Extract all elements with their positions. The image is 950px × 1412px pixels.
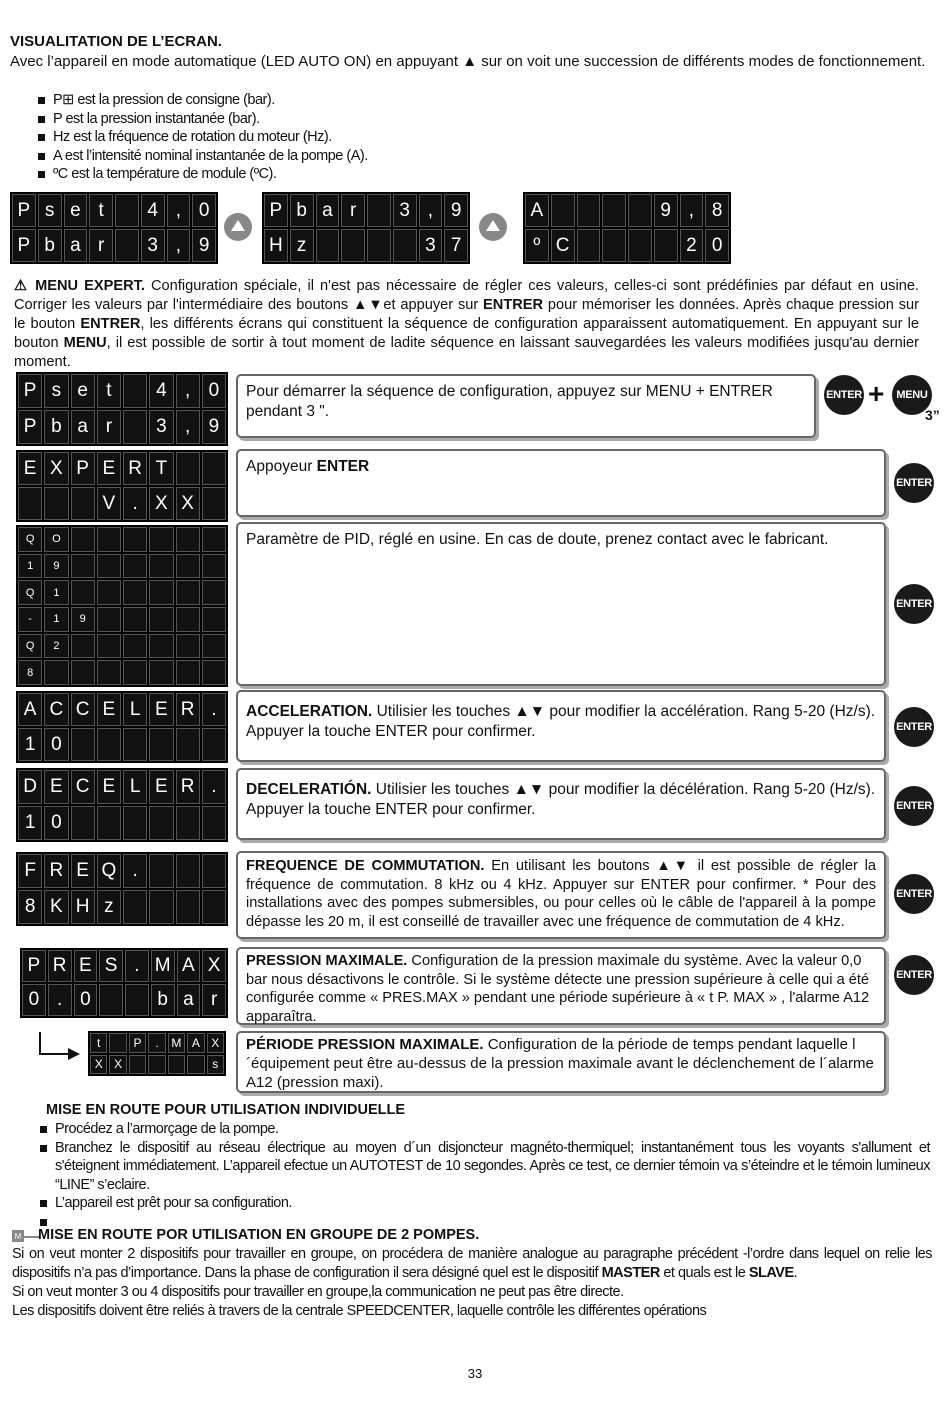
lcd-cell: .: [123, 854, 147, 888]
lcd-cell: E: [74, 950, 98, 982]
lcd-cell: 4: [149, 374, 173, 408]
lcd-cell: [97, 660, 121, 685]
lcd-cell: ,: [176, 374, 200, 408]
list-item: P⊞ est la pression de consigne (bar).: [38, 91, 368, 110]
list-item: A est l’intensité nominal instantanée de la pompe (A).: [38, 147, 368, 166]
lcd-cell: V: [97, 487, 121, 520]
lcd-cell: t: [90, 1033, 107, 1053]
hold-duration: 3”: [925, 407, 940, 423]
lcd-cell: [125, 984, 149, 1016]
lcd-cell: b: [44, 410, 68, 444]
lcd-cell: [71, 806, 95, 840]
lcd-cell: 8: [18, 890, 42, 924]
lcd-cell: E: [97, 693, 121, 726]
individual-list: [40, 1120, 930, 1231]
lcd-cell: e: [64, 194, 88, 227]
lcd-cell: 9: [202, 410, 226, 444]
lcd-cell: P: [22, 950, 46, 982]
group-paragraph: Si on veut monter 2 dispositifs pour travailler en groupe, on procédera de manière analogue au paragraphe précédent -l’ordre dans lequel on relie les dispositifs n’a pas d’importance. Dans la phase de configuration il sera désigné quel est le dispositif MASTER et quals est le SLAVE.: [12, 1246, 932, 1281]
lcd-cell: b: [290, 194, 314, 227]
arrow-connector-icon: [34, 1032, 84, 1064]
lcd-cell: [123, 806, 147, 840]
enter-button[interactable]: ENTER: [894, 786, 934, 826]
lcd-cell: [628, 229, 652, 262]
manual-icon: M: [12, 1230, 24, 1242]
lcd-cell: [148, 1055, 165, 1075]
lcd-cell: .: [48, 984, 72, 1016]
lcd-cell: [316, 229, 340, 262]
lcd-cell: [202, 607, 226, 632]
lcd-cell: ,: [167, 194, 191, 227]
list-item: ºC est la température de module (ºC).: [38, 165, 368, 184]
lcd-cell: E: [18, 452, 42, 485]
lcd-cell: [123, 580, 147, 605]
group-line: Les dispositifs doivent être reliés à travers de la centrale SPEEDCENTER, laquelle contrôle les différentes opérations: [12, 1303, 707, 1319]
lcd-cell: 1: [44, 580, 68, 605]
lcd-cell: X: [90, 1055, 107, 1075]
lcd-cell: [44, 487, 68, 520]
lcd-cell: z: [290, 229, 314, 262]
step-start-box: Pour démarrer la séquence de configuration, appuyez sur MENU + ENTRER pendant 3 ".: [236, 374, 816, 438]
lcd-cell: M: [168, 1033, 185, 1053]
lcd-cell: [149, 854, 173, 888]
lcd-step-pressure-period: [88, 1031, 226, 1076]
lcd-cell: [123, 607, 147, 632]
lcd-cell: [202, 487, 226, 520]
lcd-cell: [149, 634, 173, 659]
lcd-cell: [97, 580, 121, 605]
lcd-cell: P: [18, 410, 42, 444]
lcd-cell: A: [187, 1033, 204, 1053]
lcd-cell: 0: [74, 984, 98, 1016]
lcd-cell: [97, 607, 121, 632]
lcd-cell: [18, 487, 42, 520]
menu-button[interactable]: MENU: [892, 375, 932, 415]
lcd-cell: H: [264, 229, 288, 262]
lcd-cell: Q: [18, 634, 42, 659]
lcd-cell: C: [44, 693, 68, 726]
lcd-cell: P: [264, 194, 288, 227]
lcd-cell: 9: [654, 194, 678, 227]
lcd-cell: e: [71, 374, 95, 408]
lcd-step-expert: [16, 450, 228, 522]
lcd-cell: X: [207, 1033, 224, 1053]
lcd-cell: [176, 527, 200, 552]
lcd-cell: [71, 554, 95, 579]
lcd-cell: [176, 554, 200, 579]
lcd-cell: [123, 410, 147, 444]
step-acceleration-box: ACCELERATION. Utilisier les touches ▲▼ pour modifier la accélération. Rang 5-20 (Hz/s). Appuyer la touche ENTER pour confirmer.: [236, 690, 886, 762]
lcd-cell: 3: [141, 229, 165, 262]
lcd-cell: P: [12, 194, 36, 227]
lcd-cell: s: [38, 194, 62, 227]
lcd-cell: [168, 1055, 185, 1075]
lcd-cell: [149, 728, 173, 761]
lcd-cell: [367, 229, 391, 262]
lcd-cell: 9: [44, 554, 68, 579]
lcd-cell: [202, 890, 226, 924]
lcd-cell: [123, 634, 147, 659]
lcd-cell: a: [177, 984, 201, 1016]
lcd-cell: .: [202, 693, 226, 726]
lcd-cell: P: [18, 374, 42, 408]
lcd-step-pressure-max: [20, 948, 228, 1018]
list-item: Procédez a l’armorçage de la pompe.: [40, 1120, 930, 1139]
section-title: VISUALITATION DE L’ECRAN.: [10, 33, 222, 50]
group-title: MISE EN ROUTE POR UTILISATION EN GROUPE DE 2 POMPES.: [38, 1227, 480, 1243]
lcd-cell: [99, 984, 123, 1016]
lcd-cell: R: [176, 770, 200, 804]
lcd-cell: C: [71, 693, 95, 726]
lcd-cell: 8: [18, 660, 42, 685]
lcd-cell: R: [44, 854, 68, 888]
lcd-cell: 7: [444, 229, 468, 262]
lcd-cell: [123, 554, 147, 579]
lcd-cell: [202, 854, 226, 888]
lcd-cell: [97, 527, 121, 552]
lcd-step-pid: [16, 525, 228, 687]
lcd-cell: a: [316, 194, 340, 227]
lcd-cell: L: [123, 693, 147, 726]
lcd-step-acceleration: [16, 691, 228, 763]
lcd-step-frequency: [16, 852, 228, 926]
lcd-cell: r: [341, 194, 365, 227]
lcd-display-pbar: [262, 192, 470, 264]
lcd-cell: Q: [18, 580, 42, 605]
lcd-cell: [123, 660, 147, 685]
lcd-cell: .: [202, 770, 226, 804]
lcd-cell: [202, 728, 226, 761]
lcd-cell: [602, 194, 626, 227]
lcd-cell: [149, 890, 173, 924]
lcd-cell: E: [149, 770, 173, 804]
lcd-cell: [115, 229, 139, 262]
lcd-cell: [123, 728, 147, 761]
step-pressure-max-box: PRESSION MAXIMALE. Configuration de la pression maximale du système. Avec la valeur 0,0 bar nous désactivons le contrôle. Si le système détecte une pression supérieure à celle qui a été configurée comme « PRES.MAX » pendant une période supérieure à « t P. MAX » , l'alarme A12 apparaîtra.: [236, 947, 886, 1025]
lcd-cell: z: [97, 890, 121, 924]
lcd-cell: 4: [141, 194, 165, 227]
lcd-cell: a: [71, 410, 95, 444]
enter-button[interactable]: ENTER: [824, 375, 864, 415]
lcd-cell: t: [97, 374, 121, 408]
lcd-cell: [129, 1055, 146, 1075]
lcd-cell: P: [12, 229, 36, 262]
lcd-cell: P: [71, 452, 95, 485]
lcd-cell: [176, 452, 200, 485]
lcd-cell: r: [202, 984, 226, 1016]
lcd-cell: [187, 1055, 204, 1075]
lcd-cell: ,: [176, 410, 200, 444]
lcd-cell: -: [18, 607, 42, 632]
lcd-cell: E: [97, 770, 121, 804]
lcd-cell: [149, 660, 173, 685]
lcd-cell: [149, 527, 173, 552]
lcd-cell: [654, 229, 678, 262]
lcd-cell: X: [109, 1055, 126, 1075]
lcd-cell: T: [149, 452, 173, 485]
lcd-cell: X: [202, 950, 226, 982]
lcd-cell: R: [48, 950, 72, 982]
lcd-cell: b: [38, 229, 62, 262]
lcd-cell: L: [123, 770, 147, 804]
lcd-cell: r: [89, 229, 113, 262]
lcd-cell: .: [123, 487, 147, 520]
mode-list: [38, 91, 368, 184]
list-item: L’appareil est prêt pour sa configuration.: [40, 1194, 930, 1213]
lcd-step-deceleration: [16, 768, 228, 842]
lcd-cell: 0: [192, 194, 216, 227]
lcd-display-pset: [10, 192, 218, 264]
lcd-cell: F: [18, 854, 42, 888]
lcd-cell: [176, 580, 200, 605]
lcd-cell: [71, 728, 95, 761]
lcd-cell: Q: [18, 527, 42, 552]
lcd-cell: [97, 554, 121, 579]
lcd-cell: [367, 194, 391, 227]
lcd-cell: 9: [444, 194, 468, 227]
intro-text: Avec l’appareil en mode automatique (LED AUTO ON) en appuyant ▲ sur on voit une succession de différents modes de fonctionnement.: [10, 53, 926, 70]
lcd-cell: 0: [44, 806, 68, 840]
group-line: Si on veut monter 3 ou 4 dispositifs pour travailler en groupe,la communication ne peut pas être directe.: [12, 1284, 624, 1300]
individual-title: MISE EN ROUTE POUR UTILISATION INDIVIDUELLE: [46, 1102, 406, 1118]
enter-button[interactable]: ENTER: [894, 955, 934, 995]
lcd-cell: [202, 634, 226, 659]
lcd-cell: R: [176, 693, 200, 726]
lcd-cell: E: [97, 452, 121, 485]
lcd-cell: [115, 194, 139, 227]
lcd-cell: 9: [71, 607, 95, 632]
lcd-cell: [176, 890, 200, 924]
lcd-cell: [176, 634, 200, 659]
lcd-cell: [202, 806, 226, 840]
list-item: Branchez le dispositif au réseau électrique au moyen d´un disjoncteur magnéto-thermiquel; instantanément tous les voyants s'allument et s'éteignent immédiatement. L’appareil efectue un AUTOTEST de 10 segondes. Après ce test, ce dernier témoin va s’éteindre et le témoin lumineux “LINE” s’eclaire.: [40, 1139, 930, 1195]
lcd-cell: [176, 607, 200, 632]
page-number: 33: [467, 1366, 483, 1381]
step-deceleration-box: DECELERATIÓN. Utilisier les touches ▲▼ pour modifier la décélération. Rang 5-20 (Hz/s). Appuyer la touche ENTER pour confirmer.: [236, 768, 886, 840]
enter-button[interactable]: ENTER: [894, 463, 934, 503]
lcd-cell: [149, 554, 173, 579]
lcd-cell: [71, 527, 95, 552]
lcd-cell: [109, 1033, 126, 1053]
step-pid-box: Paramètre de PID, réglé en usine. En cas de doute, prenez contact avec le fabricant.: [236, 522, 886, 686]
lcd-cell: 2: [44, 634, 68, 659]
lcd-cell: º: [525, 229, 549, 262]
lcd-cell: .: [125, 950, 149, 982]
lcd-cell: [202, 580, 226, 605]
lcd-cell: [97, 728, 121, 761]
lcd-cell: s: [207, 1055, 224, 1075]
lcd-cell: 0: [44, 728, 68, 761]
lcd-cell: 3: [393, 194, 417, 227]
lcd-cell: [393, 229, 417, 262]
lcd-cell: [202, 660, 226, 685]
lcd-cell: [123, 890, 147, 924]
lcd-cell: [71, 580, 95, 605]
lcd-cell: [123, 527, 147, 552]
lcd-cell: 0: [705, 229, 729, 262]
lcd-cell: s: [44, 374, 68, 408]
lcd-cell: [149, 580, 173, 605]
lcd-cell: 0: [202, 374, 226, 408]
lcd-cell: 1: [18, 728, 42, 761]
lcd-cell: r: [97, 410, 121, 444]
up-arrow-icon: [479, 213, 507, 241]
lcd-cell: A: [177, 950, 201, 982]
lcd-cell: [577, 194, 601, 227]
lcd-cell: A: [18, 693, 42, 726]
lcd-cell: [341, 229, 365, 262]
lcd-cell: ,: [167, 229, 191, 262]
lcd-cell: E: [44, 770, 68, 804]
lcd-cell: [176, 728, 200, 761]
lcd-cell: 3: [149, 410, 173, 444]
expert-paragraph: ⚠ MENU EXPERT. Configuration spéciale, il n'est pas nécessaire de régler ces valeurs, celles-ci sont prédéfinies par défaut en usine. Corriger les valeurs par l'intermédiaire des boutons ▲▼et appuyer sur ENTRER pour mémoriser les données. Après chaque pression sur le bouton ENTRER, les différents écrans qui constituent la séquence de configuration apparaissent automatiquement. En appuyant sur le bouton MENU, il est possible de sortir à tout moment de ladite séquence en laissant sauvegardées les valeurs modifiées jusqu'au dernier moment.: [14, 278, 919, 370]
lcd-cell: D: [18, 770, 42, 804]
lcd-cell: E: [71, 854, 95, 888]
lcd-cell: [71, 634, 95, 659]
lcd-cell: S: [99, 950, 123, 982]
lcd-cell: 1: [18, 806, 42, 840]
lcd-cell: H: [71, 890, 95, 924]
lcd-cell: 1: [44, 607, 68, 632]
lcd-cell: C: [71, 770, 95, 804]
lcd-cell: [202, 554, 226, 579]
lcd-cell: X: [149, 487, 173, 520]
lcd-cell: 8: [705, 194, 729, 227]
lcd-cell: [602, 229, 626, 262]
lcd-cell: O: [44, 527, 68, 552]
up-arrow-icon: [224, 213, 252, 241]
lcd-cell: [71, 487, 95, 520]
step-expert-box: Appoyeur ENTER: [236, 449, 886, 517]
lcd-cell: 2: [680, 229, 704, 262]
lcd-cell: X: [176, 487, 200, 520]
enter-button[interactable]: ENTER: [894, 707, 934, 747]
step-frequency-box: FREQUENCE DE COMMUTATION. En utilisant les boutons ▲▼ il est possible de régler la fréquence de commutation. 8 kHz ou 4 kHz. Appuyer sur ENTER pour confirmer. * Pour des installations avec des pompes submersibles, ou pour celles où le câble de l'appareil à la pompe dépasse les 20 m, il est conseillé de travailler avec une fréquence de commutation de 4 kHz.: [236, 851, 886, 939]
lcd-cell: t: [89, 194, 113, 227]
lcd-cell: [577, 229, 601, 262]
lcd-cell: [628, 194, 652, 227]
lcd-cell: 9: [192, 229, 216, 262]
lcd-display-amp: [523, 192, 731, 264]
lcd-cell: P: [129, 1033, 146, 1053]
lcd-cell: [97, 634, 121, 659]
list-item: Hz est la fréquence de rotation du moteur (Hz).: [38, 128, 368, 147]
expert-title: ⚠ MENU EXPERT.: [14, 278, 145, 294]
lcd-cell: K: [44, 890, 68, 924]
lcd-cell: [176, 660, 200, 685]
lcd-cell: .: [148, 1033, 165, 1053]
lcd-step-start: [16, 372, 228, 446]
lcd-cell: [71, 660, 95, 685]
lcd-cell: [44, 660, 68, 685]
lcd-cell: b: [151, 984, 175, 1016]
plus-sign: +: [868, 378, 885, 409]
lcd-cell: [551, 194, 575, 227]
lcd-cell: a: [64, 229, 88, 262]
lcd-cell: M: [151, 950, 175, 982]
lcd-cell: E: [149, 693, 173, 726]
lcd-cell: [149, 607, 173, 632]
lcd-cell: 1: [18, 554, 42, 579]
lcd-cell: A: [525, 194, 549, 227]
lcd-cell: [202, 452, 226, 485]
lcd-cell: [176, 854, 200, 888]
step-pressure-period-box: PÉRIODE PRESSION MAXIMALE. Configuration de la période de temps pendant laquelle l´équipement peut être au-dessus de la pression maximale avant le déclenchement de l´alarme A12 (pression maxi).: [236, 1031, 886, 1093]
lcd-cell: [149, 806, 173, 840]
lcd-cell: R: [123, 452, 147, 485]
lcd-cell: [176, 806, 200, 840]
lcd-cell: Q: [97, 854, 121, 888]
lcd-cell: ,: [680, 194, 704, 227]
lcd-cell: 0: [22, 984, 46, 1016]
list-item: P est la pression instantanée (bar).: [38, 110, 368, 129]
lcd-cell: [123, 374, 147, 408]
lcd-cell: [202, 527, 226, 552]
lcd-cell: 3: [419, 229, 443, 262]
lcd-cell: C: [551, 229, 575, 262]
lcd-cell: X: [44, 452, 68, 485]
lcd-cell: ,: [419, 194, 443, 227]
enter-button[interactable]: ENTER: [894, 584, 934, 624]
enter-button[interactable]: ENTER: [894, 874, 934, 914]
lcd-cell: [97, 806, 121, 840]
